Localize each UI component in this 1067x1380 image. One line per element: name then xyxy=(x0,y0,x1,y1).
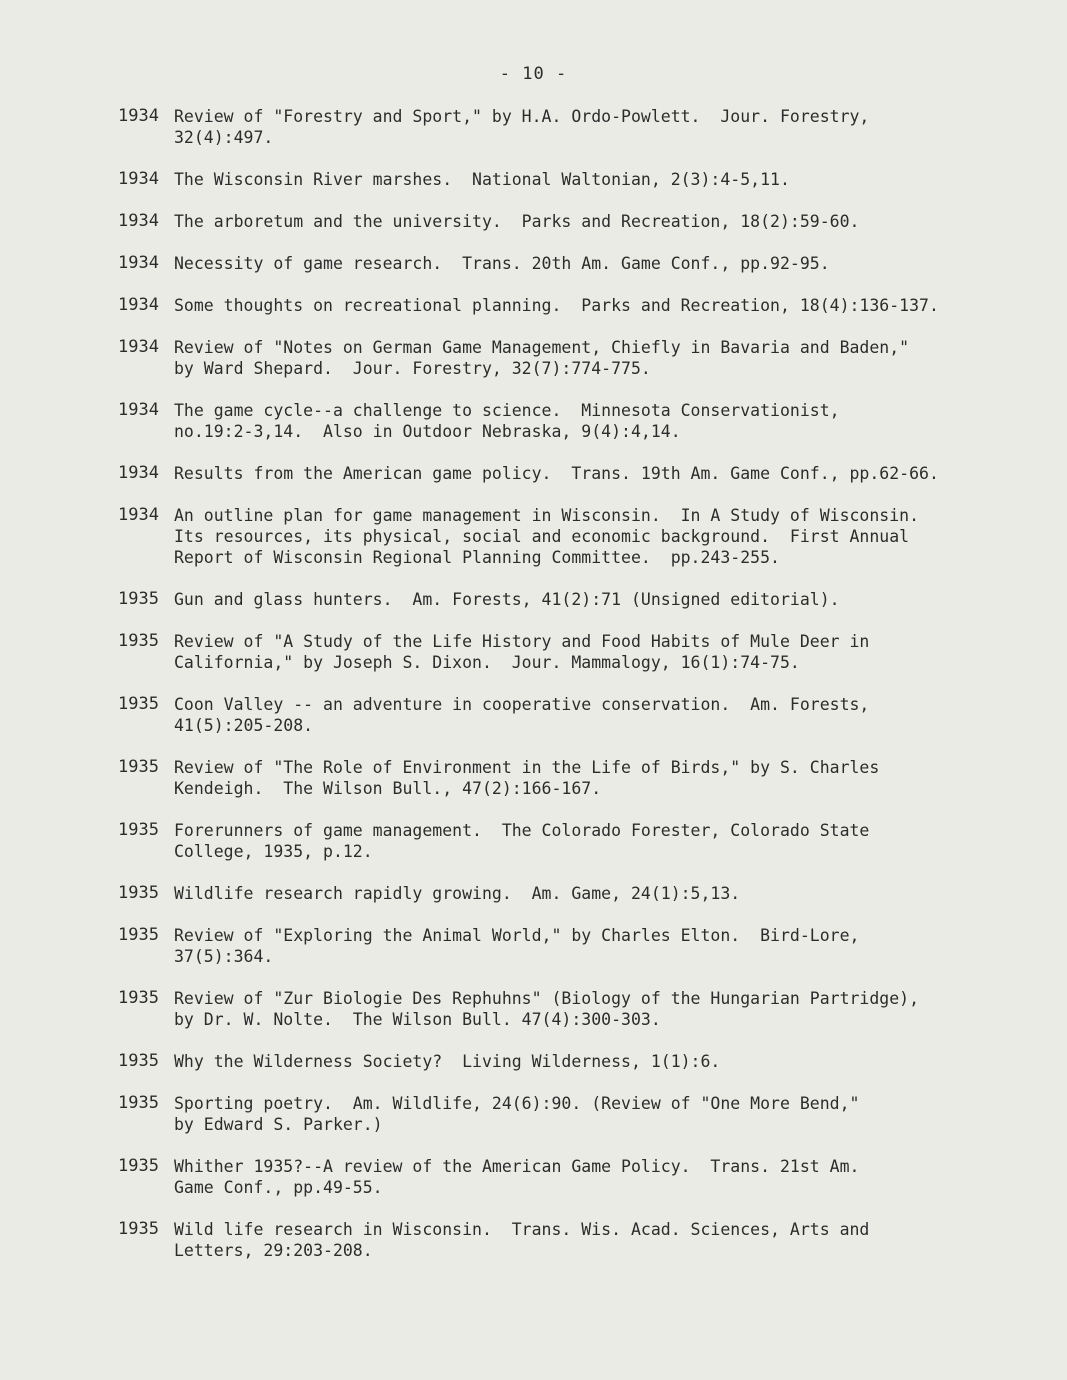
entry-citation: Results from the American game policy. Trans. 19th Am. Game Conf., pp.62-66. xyxy=(174,464,939,483)
entry-year: 1935 xyxy=(118,757,159,777)
bibliography-entry xyxy=(118,589,998,610)
entry-year: 1934 xyxy=(118,295,159,315)
bibliography-entry xyxy=(118,988,998,1030)
entry-citation: Coon Valley -- an adventure in cooperative conservation. Am. Forests, 41(5):205-208. xyxy=(174,695,870,735)
bibliography-entry xyxy=(118,253,998,274)
entry-citation: Necessity of game research. Trans. 20th Am. Game Conf., pp.92-95. xyxy=(174,254,830,273)
bibliography-entry xyxy=(118,211,998,232)
entry-year: 1934 xyxy=(118,106,159,126)
bibliography-list xyxy=(118,106,998,1282)
bibliography-entry xyxy=(118,631,998,673)
entry-year: 1934 xyxy=(118,211,159,231)
entry-citation: Wild life research in Wisconsin. Trans. Wis. Acad. Sciences, Arts and Letters, 29:203-208. xyxy=(174,1220,870,1260)
entry-citation: The arboretum and the university. Parks and Recreation, 18(2):59-60. xyxy=(174,212,860,231)
entry-year: 1934 xyxy=(118,169,159,189)
entry-citation: Wildlife research rapidly growing. Am. Game, 24(1):5,13. xyxy=(174,884,741,903)
entry-citation: An outline plan for game management in Wisconsin. In A Study of Wisconsin. Its resources, its physical, social and economic background. First Annual Report of Wisconsin Regional Planning Committee. pp.243-255. xyxy=(174,506,920,567)
bibliography-entry xyxy=(118,757,998,799)
bibliography-entry xyxy=(118,505,998,568)
entry-citation: Whither 1935?--A review of the American Game Policy. Trans. 21st Am. Game Conf., pp.49-55. xyxy=(174,1157,860,1197)
bibliography-entry xyxy=(118,106,998,148)
entry-year: 1935 xyxy=(118,1051,159,1071)
bibliography-entry xyxy=(118,925,998,967)
entry-year: 1934 xyxy=(118,253,159,273)
page-number: - 10 - xyxy=(499,64,568,84)
entry-year: 1934 xyxy=(118,463,159,483)
entry-year: 1935 xyxy=(118,1093,159,1113)
entry-year: 1935 xyxy=(118,589,159,609)
entry-citation: Review of "A Study of the Life History and Food Habits of Mule Deer in California," by Joseph S. Dixon. Jour. Mammalogy, 16(1):74-75. xyxy=(174,632,870,672)
bibliography-entry xyxy=(118,463,998,484)
entry-citation: Review of "Forestry and Sport," by H.A. Ordo-Powlett. Jour. Forestry, 32(4):497. xyxy=(174,107,870,147)
bibliography-entry xyxy=(118,295,998,316)
entry-citation: Review of "Notes on German Game Management, Chiefly in Bavaria and Baden," by Ward Shepard. Jour. Forestry, 32(7):774-775. xyxy=(174,338,910,378)
bibliography-entry xyxy=(118,1156,998,1198)
bibliography-entry xyxy=(118,169,998,190)
entry-year: 1935 xyxy=(118,631,159,651)
entry-year: 1935 xyxy=(118,1156,159,1176)
bibliography-entry xyxy=(118,337,998,379)
bibliography-entry xyxy=(118,1093,998,1135)
entry-citation: The game cycle--a challenge to science. Minnesota Conservationist, no.19:2-3,14. Also in Outdoor Nebraska, 9(4):4,14. xyxy=(174,401,840,441)
bibliography-entry xyxy=(118,400,998,442)
entry-year: 1934 xyxy=(118,505,159,525)
entry-year: 1935 xyxy=(118,883,159,903)
entry-year: 1935 xyxy=(118,925,159,945)
entry-citation: Gun and glass hunters. Am. Forests, 41(2):71 (Unsigned editorial). xyxy=(174,590,840,609)
entry-citation: Review of "Zur Biologie Des Rephuhns" (Biology of the Hungarian Partridge), by Dr. W. Nolte. The Wilson Bull. 47(4):300-303. xyxy=(174,989,920,1029)
entry-citation: The Wisconsin River marshes. National Waltonian, 2(3):4-5,11. xyxy=(174,170,790,189)
entry-year: 1935 xyxy=(118,988,159,1008)
entry-year: 1934 xyxy=(118,337,159,357)
entry-citation: Review of "The Role of Environment in the Life of Birds," by S. Charles Kendeigh. The Wilson Bull., 47(2):166-167. xyxy=(174,758,880,798)
entry-citation: Sporting poetry. Am. Wildlife, 24(6):90. (Review of "One More Bend," by Edward S. Parker.) xyxy=(174,1094,860,1134)
bibliography-entry xyxy=(118,820,998,862)
entry-year: 1935 xyxy=(118,694,159,714)
entry-citation: Forerunners of game management. The Colorado Forester, Colorado State College, 1935, p.12. xyxy=(174,821,870,861)
bibliography-entry xyxy=(118,1219,998,1261)
bibliography-entry xyxy=(118,1051,998,1072)
entry-citation: Review of "Exploring the Animal World," by Charles Elton. Bird-Lore, 37(5):364. xyxy=(174,926,860,966)
entry-citation: Some thoughts on recreational planning. Parks and Recreation, 18(4):136-137. xyxy=(174,296,939,315)
entry-year: 1935 xyxy=(118,1219,159,1239)
bibliography-entry xyxy=(118,883,998,904)
entry-year: 1934 xyxy=(118,400,159,420)
entry-citation: Why the Wilderness Society? Living Wilderness, 1(1):6. xyxy=(174,1052,721,1071)
bibliography-entry xyxy=(118,694,998,736)
entry-year: 1935 xyxy=(118,820,159,840)
